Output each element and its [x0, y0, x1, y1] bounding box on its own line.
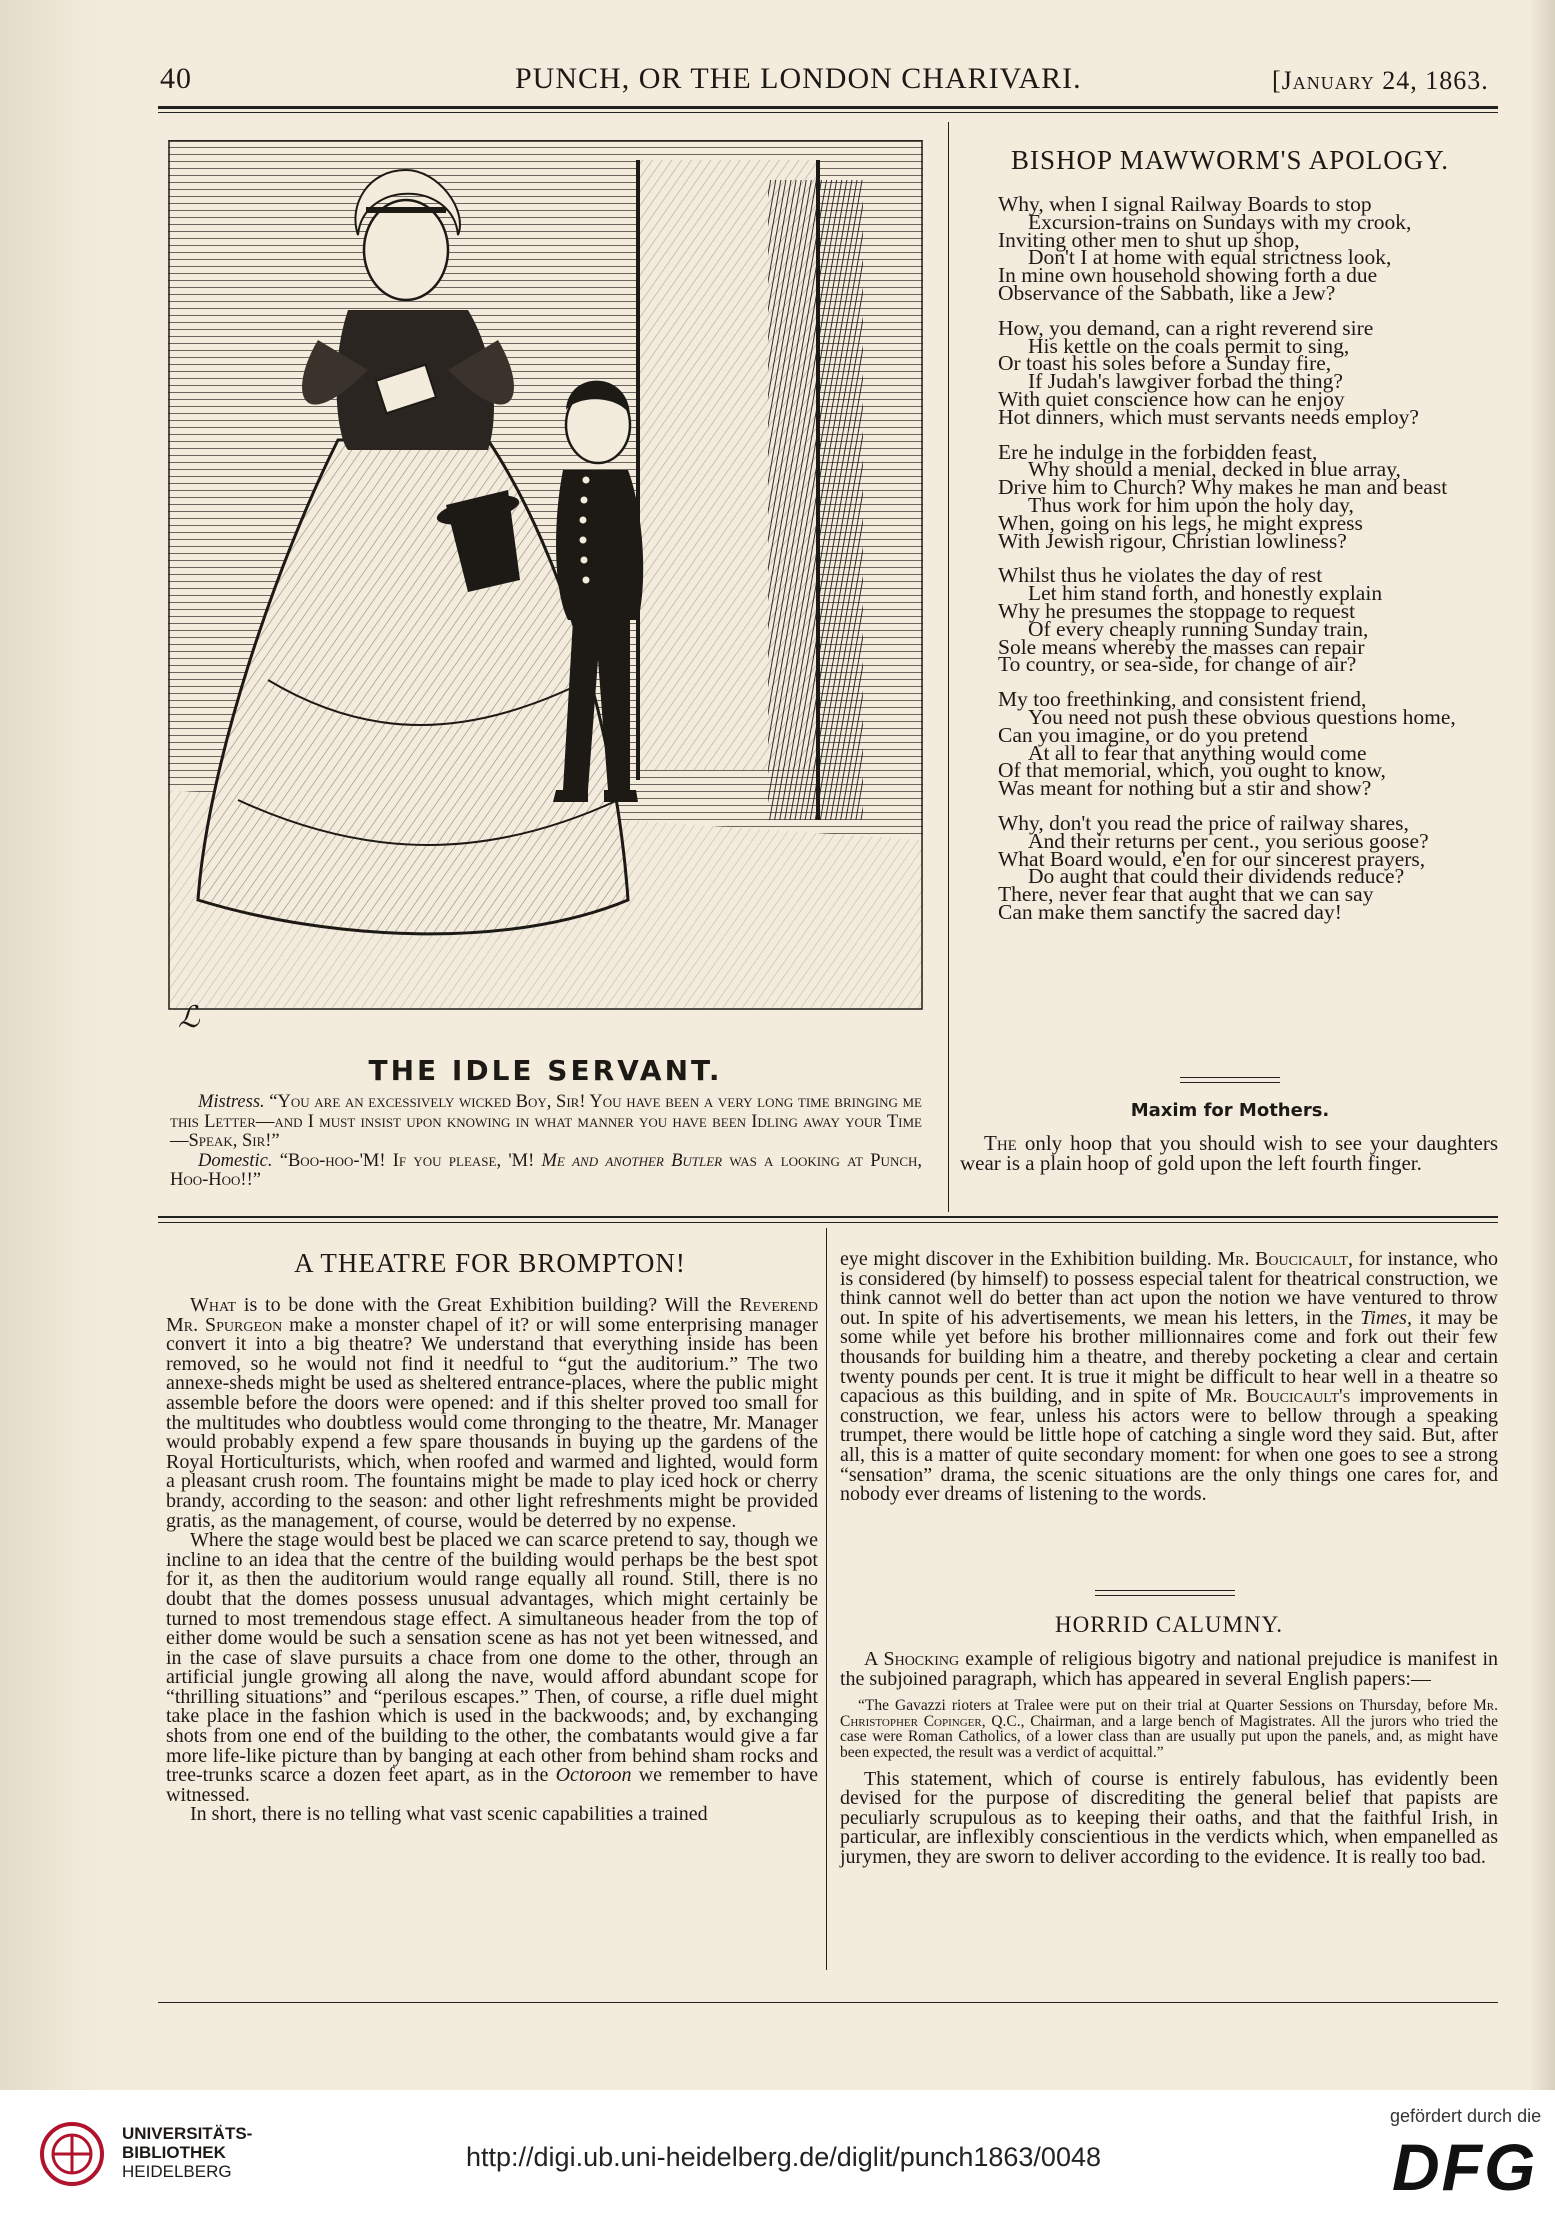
permalink[interactable]: http://digi.ub.uni-heidelberg.de/diglit/punch1863/0048: [466, 2142, 1101, 2172]
stanza: [998, 315, 1518, 429]
lower-column-divider: [826, 1228, 827, 1970]
scan-shadow-right: [1529, 0, 1555, 2090]
mid-rule-thick: [158, 1216, 1498, 1218]
university-seal-icon: [40, 2122, 104, 2186]
bishop-title: BISHOP MAWWORM'S APOLOGY.: [1010, 145, 1449, 175]
poem-line: Of every cheaply running Sunday train,: [1028, 616, 1369, 641]
maxim-divider-top: [1180, 1077, 1280, 1078]
cartoon-caption: [170, 1093, 922, 1191]
poem-line: To country, or sea-side, for change of air?: [998, 652, 1357, 677]
theatre-article-col1: What is to be done with the Great Exhibition building? Will the Reverend Mr. Spurgeon make a monster chapel of it? or will some enterprising manager convert it into a big theatre? We understand that everything inside has been removed, so he would not find it needful to “gut the auditorium.” The two annexe-sheds might be used as sheltered entrance-places, where the public might assemble before the doors were opened: and if this shelter proved too small for the multitudes who doubtless would come thronging to the theatre, Mr. Manager would probably expend a few spare thousands in buying up the gardens of the Royal Horticulturists, which, when roofed and warmed and lighted, would form a pleasant crush room. The fountains might be made to play iced hock or cherry brandy, according to the season: and other light refreshments might be provided gratis, as the management, of course, would be deterred by no expense. Where the stage would best be placed we can scarce pretend to say, though we incline to an idea that the centre of the building would perhaps be the best spot for it, as then the auditorium would range equally all round. Still, there is no doubt that the domes possess unusual advantages, which might certainly be turned to most tremendous stage effect. A simultaneous header from the top of either dome would be such a sensation scene as has not yet been witnessed, and in the case of slave pursuits a chace from one dome to the other, through an artificial jungle growing all along the nave, would afford abundant scope for “thrilling situations” and “perilous escapes.” Then, of course, a rifle duel might take place in the fashion which is used in the backwoods; and, by exchanging shots from one end of the building to the other, the combatants would give a far more life-like picture than by banging at each other from behind sham rocks and tree-trunks scarce a dozen feet apart, as in the Octoroon we remember to have witnessed. In short, there is no telling what vast scenic capabilities a trained: [166, 1294, 819, 1826]
poem-line: With Jewish rigour, Christian lowliness?: [998, 528, 1347, 553]
stanza: [998, 563, 1518, 677]
poem-line: In mine own household showing forth a due: [998, 263, 1378, 288]
poem-line: You need not push these obvious questions home,: [1028, 704, 1456, 729]
poem-line: Inviting other men to shut up shop,: [998, 227, 1300, 252]
poem-line: There, never fear that aught that we can say: [998, 882, 1374, 907]
caption-mistress: Mistress. “You are an excessively wicked Boy, Sir! You have been a very long time bringing me this Letter—and I must insist upon knowing in what manner you have been Idling away your Time—Speak, Sir!”: [170, 1092, 922, 1151]
poem-line: Let him stand forth, and honestly explain: [1028, 581, 1383, 606]
stanza: [998, 192, 1518, 305]
poem-line: Observance of the Sabbath, like a Jew?: [998, 280, 1336, 305]
running-title: PUNCH, OR THE LONDON CHARIVARI.: [515, 62, 1082, 95]
library-name: UNIVERSITÄTS- BIBLIOTHEK HEIDELBERG: [122, 2124, 253, 2181]
poem-line: Can make them sanctify the sacred day!: [998, 899, 1342, 924]
poem-line: When, going on his legs, he might express: [998, 510, 1363, 535]
bishop-poem: [998, 192, 1518, 939]
running-date: [January 24, 1863.: [1272, 66, 1489, 95]
page-number: 40: [160, 62, 192, 95]
maxim-divider-bottom: [1180, 1082, 1280, 1083]
dfg-logo: DFG: [1392, 2130, 1538, 2204]
upper-column-divider: [948, 122, 949, 1212]
poem-line: At all to fear that anything would come: [1028, 740, 1367, 765]
calumny-title: HORRID CALUMNY.: [1055, 1612, 1283, 1637]
mid-rule-thin: [158, 1222, 1498, 1223]
header-rule-thin: [158, 112, 1498, 113]
scan-shadow-left: [0, 0, 110, 2090]
poem-line: Why he presumes the stoppage to request: [998, 598, 1356, 623]
poem-line: Whilst thus he violates the day of rest: [998, 563, 1323, 588]
poem-line: My too freethinking, and consistent friend,: [998, 687, 1367, 712]
calumny-divider-bottom: [1095, 1595, 1235, 1596]
poem-line: Excursion-trains on Sundays with my crook,: [1028, 209, 1412, 234]
stanza: [998, 687, 1518, 801]
maxim-text: The only hoop that you should wish to see your daughters wear is a plain hoop of gold upon the left fourth finger.: [960, 1131, 1499, 1175]
calumny-article: A Shocking example of religious bigotry and national prejudice is manifest in the subjoined paragraph, which has appeared in several English papers:— “The Gavazzi rioters at Tralee were put on their trial at Quarter Sessions on Thursday, before Mr. Christopher Copinger, Q.C., Chairman, and a large bench of Magistrates. All the jurors who tried the case were Roman Catholics, of a lower class than are usually put upon the panels, and, as might have been expected, the result was a verdict of acquittal.” This statement, which of course is entirely fabulous, has evidently been devised for the purpose of discrediting the general belief that papists are peculiarly scrupulous as to keeping their oaths, and that the faithful Irish, in particular, are inflexibly conscientious in the verdicts which, when empanelled as jurymen, they are sworn to deliver according to the evidence. It is really too bad.: [840, 1648, 1499, 1868]
poem-line: And their returns per cent., you serious goose?: [1028, 828, 1429, 853]
header-rule-thick: [158, 106, 1498, 109]
calumny-divider-top: [1095, 1590, 1235, 1591]
poem-line: His kettle on the coals permit to sing,: [1028, 333, 1350, 358]
poem-line: With quiet conscience how can he enjoy: [998, 386, 1345, 411]
funded-by-label: gefördert durch die: [1390, 2106, 1542, 2126]
poem-line: How, you demand, can a right reverend sire: [998, 315, 1374, 340]
poem-line: Thus work for him upon the holy day,: [1028, 492, 1354, 517]
poem-line: Ere he indulge in the forbidden feast,: [998, 439, 1318, 464]
stanza: [998, 810, 1518, 924]
poem-line: Why, don't you read the price of railway shares,: [998, 810, 1409, 835]
digitisation-footer: [0, 2090, 1555, 2220]
theatre-title: A THEATRE FOR BROMPTON!: [294, 1248, 686, 1278]
poem-line: Drive him to Church? Why makes he man and beast: [998, 475, 1448, 500]
cartoon-the-idle-servant: [168, 140, 923, 1052]
maxim-title: Maxim for Mothers.: [1130, 1100, 1330, 1121]
poem-line: Why should a menial, decked in blue array,: [1028, 457, 1401, 482]
poem-line: Of that memorial, which, you ought to know,: [998, 758, 1386, 783]
theatre-article-col2: eye might discover in the Exhibition building. Mr. Boucicault, for instance, who is considered (by himself) to possess especial talent for theatrical construction, we think cannot well do better than act upon the notion we have ventured to throw out. In spite of his advertisements, we mean his letters, in the Times, it may be some while yet before his brother millionnaires come and fork out their few thousands for building him a theatre, and thereby pocketing a clear and certain twenty pounds per cent. It is true it might be difficult to hear well in a theatre so capacious as this building, and in spite of Mr. Boucicault's improvements in construction, we fear, unless his actors were to bellow through a speaking trumpet, there would be little hope of catching a single word they said. But, after all, this is a matter of quite secondary moment: for when one goes to see a strong “sensation” drama, the scenic situations are the only things one cares for, and nobody ever dreams of listening to the words.: [840, 1248, 1499, 1506]
poem-line: Hot dinners, which must servants needs employ?: [998, 404, 1419, 429]
poem-line: Do aught that could their dividends reduce?: [1028, 864, 1405, 889]
poem-line: Don't I at home with equal strictness look,: [1028, 245, 1392, 270]
stanza: [998, 439, 1518, 553]
poem-line: Was meant for nothing but a stir and show?: [998, 776, 1372, 801]
caption-domestic: Domestic. “Boo-hoo-'M! If you please, 'M! Me and another Butler was a looking at Punch, Hoo-Hoo!!”: [170, 1150, 923, 1190]
cartoon-title: THE IDLE SERVANT.: [368, 1054, 723, 1087]
poem-line: If Judah's lawgiver forbad the thing?: [1028, 369, 1343, 394]
poem-line: Or toast his soles before a Sunday fire,: [998, 351, 1332, 376]
poem-line: Why, when I signal Railway Boards to stop: [998, 192, 1372, 216]
poem-line: What Board would, e'en for our sincerest prayers,: [998, 846, 1426, 871]
poem-line: Sole means whereby the masses can repair: [998, 634, 1365, 659]
artist-monogram: ℒ: [178, 1001, 200, 1034]
poem-line: Can you imagine, or do you pretend: [998, 722, 1308, 747]
bottom-rule: [158, 2002, 1498, 2003]
calumny-quote: “The Gavazzi rioters at Tralee were put on their trial at Quarter Sessions on Thursday, before Mr. Christopher Copinger, Q.C., Chairman, and a large bench of Magistrates. All the jurors who tried the case were Roman Catholics, of a lower class than are usually put upon the panels, and, as might have been expected, the result was a verdict of acquittal.”: [840, 1697, 1499, 1761]
